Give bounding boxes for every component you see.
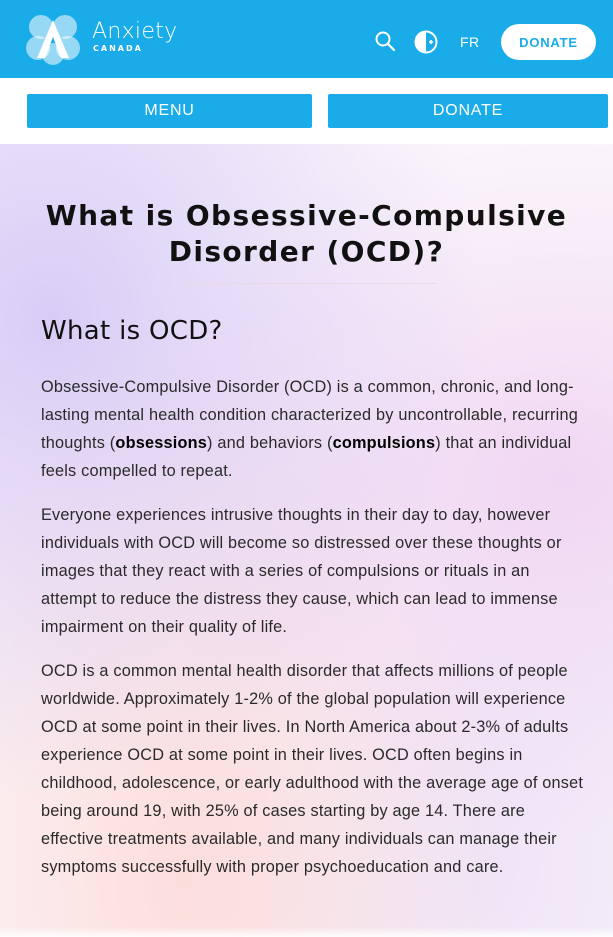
section-title: What is OCD?	[41, 316, 223, 346]
paragraph-definition	[41, 373, 586, 485]
page-title: What is Obsessive-Compulsive Disorder (OCD)?	[45, 199, 568, 268]
article-content	[0, 144, 613, 937]
sub-navigation	[0, 78, 613, 144]
menu-button[interactable]: MENU	[27, 94, 312, 128]
donate-button-header[interactable]: DONATE	[501, 24, 596, 60]
brand-name[interactable]: Anxiety	[92, 19, 178, 44]
paragraph-text: Obsessive-Compulsive Disorder (OCD) is a common, chronic, and long-lasting mental health condition characterized by uncontrollable, recurring thoughts (	[41, 378, 579, 452]
paragraph-text: ) that an individual feels compelled to repeat.	[41, 434, 572, 480]
paragraph-text: ) and behaviors (	[207, 434, 333, 452]
obsessions-term: obsessions	[115, 434, 208, 452]
paragraph-prevalence: OCD is a common mental health disorder that affects millions of people worldwide. Approximately 1-2% of the global population will experience OCD at some point in their lives. In North America about 2-3% of adults experience OCD at some point in their lives. OCD often begins in childhood, adolescence, or early adulthood with the average age of onset being around 19, with 25% of cases starting by age 14. There are effective treatments available, and many individuals can manage their symptoms successfully with proper psychoeducation and care.	[41, 662, 584, 876]
search-icon[interactable]	[374, 30, 396, 52]
paragraph-intrusive-thoughts: Everyone experiences intrusive thoughts in their day to day, however individuals with OCD will become so distressed over these thoughts or images that they react with a series of compulsions or rituals in an attempt to reduce the distress they cause, which can lead to immense impairment on their quality of life.	[41, 506, 562, 636]
compulsions-term: compulsions	[332, 434, 436, 452]
title-divider	[186, 283, 436, 284]
donate-button[interactable]: DONATE	[328, 94, 608, 128]
anxiety-canada-logo-icon[interactable]	[24, 10, 82, 68]
contrast-toggle-icon[interactable]	[414, 30, 438, 54]
brand-subtitle: CANADA	[93, 44, 143, 53]
site-header	[0, 0, 613, 78]
language-toggle-link[interactable]: FR	[460, 34, 480, 50]
bottom-fade	[0, 927, 613, 937]
